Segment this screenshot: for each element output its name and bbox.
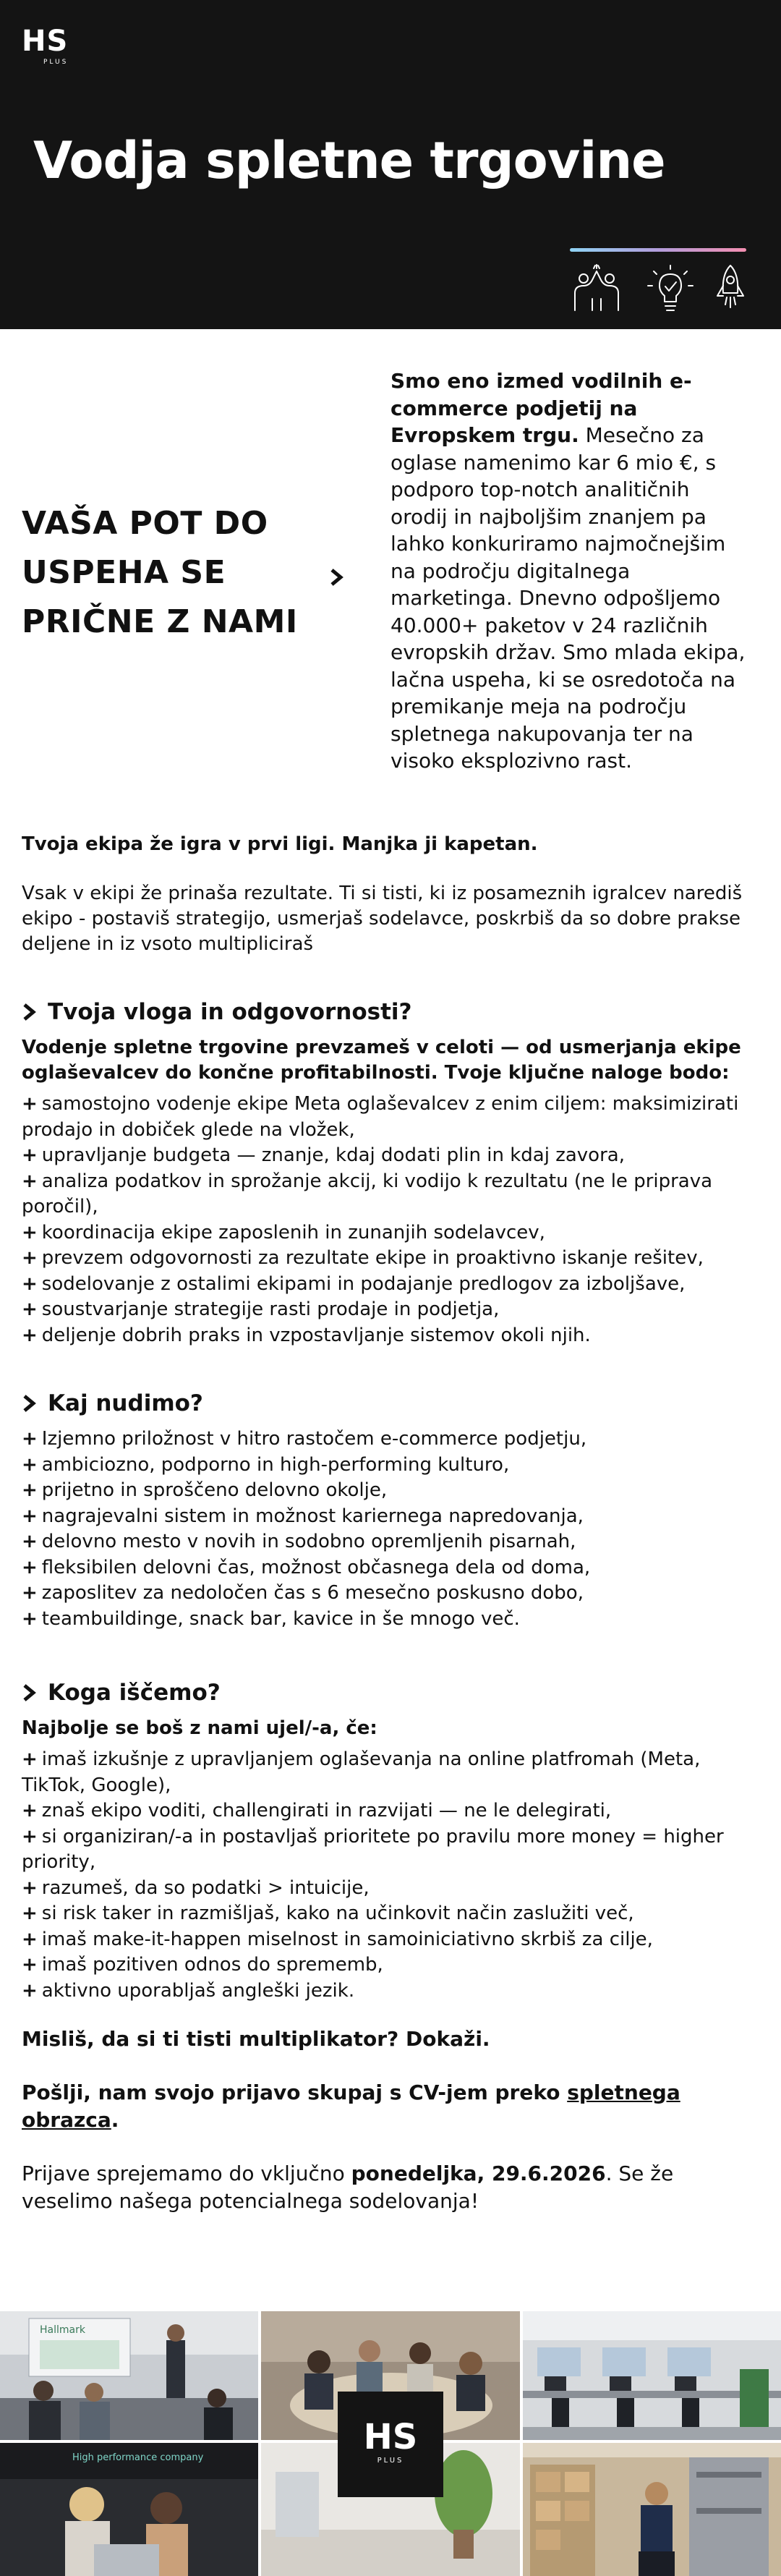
chevron-right-icon	[22, 1394, 38, 1413]
open-office-photo	[523, 2311, 781, 2440]
intro-description-rest: Mesečno za oglase namenimo kar 6 mio €, s podporo top-notch analitičnih orodij in najboljšim znanjem pa lahko konkuriramo najmočnejšim na področju digitalnega marketinga. Dnevno odpošljemo 40.000+ paketov v 24 različnih evropskih držav. Smo mlada ekipa, lačna uspeha, ki se osredotoča na premikanje meja na področju spletnega nakupovanja ter na visoko eksplozivno rast.	[390, 423, 746, 773]
cta-deadline-suffix: . Se že veselimo našega potencialnega sodelovanja!	[22, 2161, 674, 2213]
role-heading	[22, 998, 759, 1026]
list-item: + imaš pozitiven odnos do sprememb,	[22, 1954, 383, 1976]
list-item: + soustvarjanje strategije rasti prodaje in podjetja,	[22, 1298, 500, 1320]
role-subheading: Vodenje spletne trgovine prevzameš v celoti — od usmerjanja ekipe oglaševalcev do končne profitabilnosti. Tvoje ključne naloge bodo:	[22, 1037, 741, 1084]
list-item: + si risk taker in razmišljaš, kako na učinkovit način zaslužiti več,	[22, 1903, 634, 1924]
list-item: + sodelovanje z ostalimi ekipami in podajanje predlogov za izboljšave,	[22, 1272, 686, 1295]
role-list	[22, 1092, 759, 1348]
cta-apply-suffix: .	[111, 2108, 119, 2132]
seek-heading	[22, 1678, 759, 1707]
offer-list	[22, 1427, 759, 1632]
cta-challenge: Misliš, da si ti tisti multiplikator? Dokaži.	[22, 2027, 490, 2051]
logo-sub-text: PLUS	[43, 59, 69, 66]
list-item: + prijetno in sproščeno delovno okolje,	[22, 1479, 388, 1501]
chevron-right-icon	[22, 1003, 38, 1021]
seek-subheading: Najbolje se boš z nami ujel/-a, če:	[22, 1717, 377, 1739]
list-item: + imaš make-it-happen miselnost in samoiniciativno skrbiš za cilje,	[22, 1928, 653, 1950]
list-item: + analiza podatkov in sprožanje akcij, ki vodijo k rezultatu (ne le priprava poročil),	[22, 1170, 713, 1217]
colleagues-laptop-photo	[0, 2443, 258, 2576]
list-item: + prevzem odgovornosti za rezultate ekipe in proaktivno iskanje rešitev,	[22, 1247, 704, 1269]
seek-list	[22, 1747, 759, 2004]
lead-headline: Tvoja ekipa že igra v prvi ligi. Manjka ji kapetan.	[22, 833, 538, 855]
page-header	[0, 0, 781, 329]
list-item: + zaposlitev za nedoločen čas s 6 mesečno poskusno dobo,	[22, 1582, 584, 1604]
list-item: + delovno mesto v novih in sodobno opremljenih pisarnah,	[22, 1531, 576, 1552]
teamwork-icon	[568, 264, 626, 315]
list-item: + razumeš, da so podatki > intuicije,	[22, 1876, 370, 1899]
photo-sign-text: Hallmark	[40, 2324, 85, 2336]
intro-slogan: VAŠA POT DO USPEHA SE PRIČNE Z NAMI	[22, 505, 298, 640]
company-logo[interactable]	[22, 25, 87, 66]
rocket-icon	[712, 264, 748, 315]
list-item: + upravljanje budgeta — znanje, kdaj dodati plin in kdaj zavora,	[22, 1144, 625, 1166]
lead-paragraph: Vsak v ekipi že prinaša rezultate. Ti si tisti, ki iz posameznih igralcev narediš ekipo - postaviš strategijo, usmerjaš sodelavce, poskrbiš da so dobre prakse deljene in iz vsoto multipliciraš	[22, 883, 743, 955]
offer-heading	[22, 1389, 759, 1418]
offer-heading-text: Kaj nudimo?	[48, 1390, 203, 1416]
cta-deadline-date: ponedeljka, 29.6.2026	[351, 2161, 606, 2185]
chevron-right-icon	[329, 568, 345, 587]
job-content	[22, 832, 759, 2215]
list-item: + Izjemno priložnost v hitro rastočem e-commerce podjetju,	[22, 1428, 587, 1450]
gallery-logo-sub: PLUS	[377, 2457, 404, 2465]
list-item: + imaš izkušnje z upravljanjem oglaševanja na online platfromah (Meta, TikTok, Google),	[22, 1748, 701, 1796]
list-item: + teambuildinge, snack bar, kavice in še mnogo več.	[22, 1607, 520, 1630]
page-title: Vodja spletne trgovine	[33, 131, 665, 190]
gradient-divider	[570, 248, 746, 252]
cta-deadline-prefix: Prijave sprejemamo do vključno	[22, 2161, 351, 2185]
gallery-logo	[338, 2392, 443, 2497]
intro-description	[390, 367, 752, 775]
cta-deadline	[22, 2160, 759, 2215]
gallery-logo-main: HS	[363, 2417, 418, 2457]
list-item: + nagrajevalni sistem in možnost kariernega napredovanja,	[22, 1505, 584, 1527]
list-item: + koordinacija ekipe zaposlenih in zunanjih sodelavcev,	[22, 1221, 545, 1244]
list-item: + deljenje dobrih praks in vzpostavljanje sistemov okoli njih.	[22, 1324, 591, 1346]
warehouse-photo	[523, 2443, 781, 2576]
intro-description-bold: Smo eno izmed vodilnih e-commerce podjetij na Evropskem trgu.	[390, 369, 692, 447]
seek-heading-text: Koga iščemo?	[48, 1680, 221, 1706]
office-presentation-photo	[0, 2311, 258, 2440]
list-item: + aktivno uporabljaš angleški jezik.	[22, 1979, 355, 2002]
role-heading-text: Tvoja vloga in odgovornosti?	[48, 999, 412, 1025]
list-item: + ambiciozno, podporno in high-performing kulturo,	[22, 1453, 510, 1476]
list-item: + fleksibilen delovni čas, možnost občasnega dela od doma,	[22, 1556, 591, 1578]
list-item: + samostojno vodenje ekipe Meta oglaševalcev z enim ciljem: maksimizirati prodajo in dobiček glede na vložek,	[22, 1093, 739, 1141]
photo-sign-text: High performance company	[72, 2452, 204, 2463]
application-form-link[interactable]: spletnega obrazca	[22, 2080, 680, 2132]
lightbulb-icon	[645, 264, 696, 315]
cta-apply	[22, 2079, 759, 2134]
chevron-right-icon	[22, 1683, 38, 1702]
cta-apply-prefix: Pošlji, nam svojo prijavo skupaj s CV-jem preko	[22, 2080, 568, 2104]
logo-main-text: HS	[22, 25, 69, 58]
list-item: + si organiziran/-a in postavljaš prioritete po pravilu more money = higher priority,	[22, 1825, 724, 1873]
list-item: + znaš ekipo voditi, challengirati in razvijati — ne le delegirati,	[22, 1800, 612, 1822]
